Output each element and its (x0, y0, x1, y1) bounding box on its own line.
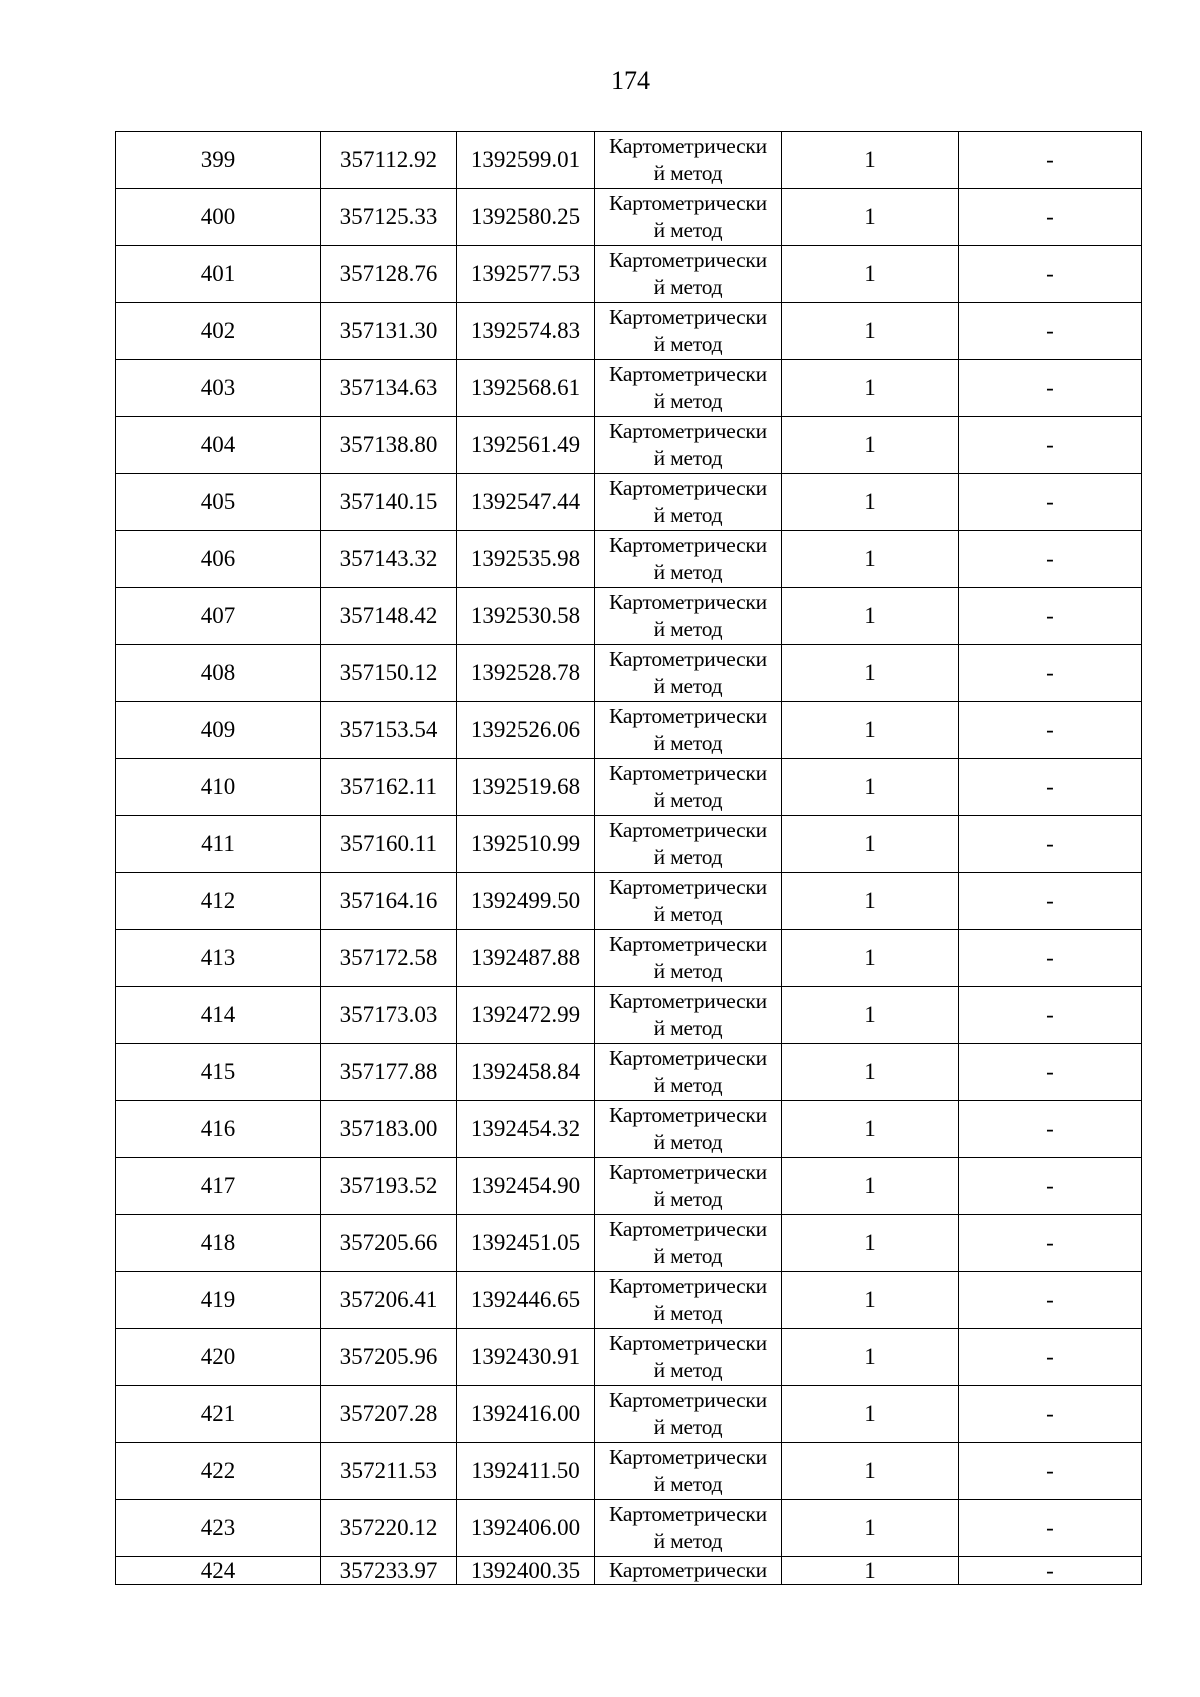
y-coordinate-cell: 1392458.84 (457, 1044, 595, 1101)
point-number-cell: 421 (116, 1386, 321, 1443)
y-coordinate-cell: 1392400.35 (457, 1557, 595, 1585)
x-coordinate-cell: 357172.58 (321, 930, 457, 987)
table-row (116, 1272, 1142, 1329)
point-number-cell: 422 (116, 1443, 321, 1500)
method-cell: Картометрически й метод (595, 189, 782, 246)
note-cell: - (959, 1272, 1142, 1329)
table-row (116, 1101, 1142, 1158)
accuracy-cell: 1 (782, 246, 959, 303)
point-number-cell: 403 (116, 360, 321, 417)
point-number-cell: 411 (116, 816, 321, 873)
y-coordinate-cell: 1392561.49 (457, 417, 595, 474)
accuracy-cell: 1 (782, 1386, 959, 1443)
x-coordinate-cell: 357140.15 (321, 474, 457, 531)
note-cell: - (959, 987, 1142, 1044)
x-coordinate-cell: 357183.00 (321, 1101, 457, 1158)
method-cell: Картометрически й метод (595, 930, 782, 987)
note-cell: - (959, 303, 1142, 360)
y-coordinate-cell: 1392487.88 (457, 930, 595, 987)
point-number-cell: 420 (116, 1329, 321, 1386)
point-number-cell: 417 (116, 1158, 321, 1215)
accuracy-cell: 1 (782, 189, 959, 246)
y-coordinate-cell: 1392472.99 (457, 987, 595, 1044)
x-coordinate-cell: 357164.16 (321, 873, 457, 930)
x-coordinate-cell: 357162.11 (321, 759, 457, 816)
y-coordinate-cell: 1392599.01 (457, 132, 595, 189)
x-coordinate-cell: 357233.97 (321, 1557, 457, 1585)
note-cell: - (959, 873, 1142, 930)
method-cell: Картометрически (595, 1557, 782, 1585)
table-row (116, 1215, 1142, 1272)
point-number-cell: 423 (116, 1500, 321, 1557)
method-cell: Картометрически й метод (595, 645, 782, 702)
point-number-cell: 416 (116, 1101, 321, 1158)
x-coordinate-cell: 357131.30 (321, 303, 457, 360)
table-row (116, 474, 1142, 531)
method-cell: Картометрически й метод (595, 588, 782, 645)
accuracy-cell: 1 (782, 759, 959, 816)
point-number-cell: 401 (116, 246, 321, 303)
table-row (116, 132, 1142, 189)
table-row (116, 702, 1142, 759)
y-coordinate-cell: 1392528.78 (457, 645, 595, 702)
accuracy-cell: 1 (782, 417, 959, 474)
accuracy-cell: 1 (782, 1443, 959, 1500)
table-row (116, 189, 1142, 246)
coordinates-table-body (116, 132, 1142, 1585)
accuracy-cell: 1 (782, 816, 959, 873)
y-coordinate-cell: 1392416.00 (457, 1386, 595, 1443)
y-coordinate-cell: 1392577.53 (457, 246, 595, 303)
note-cell: - (959, 930, 1142, 987)
x-coordinate-cell: 357160.11 (321, 816, 457, 873)
point-number-cell: 404 (116, 417, 321, 474)
note-cell: - (959, 816, 1142, 873)
table-row (116, 1500, 1142, 1557)
table-row (116, 873, 1142, 930)
x-coordinate-cell: 357125.33 (321, 189, 457, 246)
x-coordinate-cell: 357193.52 (321, 1158, 457, 1215)
accuracy-cell: 1 (782, 873, 959, 930)
accuracy-cell: 1 (782, 1500, 959, 1557)
y-coordinate-cell: 1392454.90 (457, 1158, 595, 1215)
y-coordinate-cell: 1392430.91 (457, 1329, 595, 1386)
y-coordinate-cell: 1392406.00 (457, 1500, 595, 1557)
method-cell: Картометрически й метод (595, 759, 782, 816)
note-cell: - (959, 531, 1142, 588)
y-coordinate-cell: 1392526.06 (457, 702, 595, 759)
note-cell: - (959, 588, 1142, 645)
point-number-cell: 413 (116, 930, 321, 987)
table-row (116, 246, 1142, 303)
point-number-cell: 419 (116, 1272, 321, 1329)
note-cell: - (959, 759, 1142, 816)
method-cell: Картометрически й метод (595, 1329, 782, 1386)
coordinates-table (115, 131, 1142, 1585)
method-cell: Картометрически й метод (595, 702, 782, 759)
note-cell: - (959, 702, 1142, 759)
note-cell: - (959, 1044, 1142, 1101)
point-number-cell: 400 (116, 189, 321, 246)
note-cell: - (959, 1158, 1142, 1215)
table-row (116, 1158, 1142, 1215)
y-coordinate-cell: 1392451.05 (457, 1215, 595, 1272)
method-cell: Картометрически й метод (595, 1215, 782, 1272)
note-cell: - (959, 132, 1142, 189)
point-number-cell: 412 (116, 873, 321, 930)
accuracy-cell: 1 (782, 702, 959, 759)
method-cell: Картометрически й метод (595, 303, 782, 360)
method-cell: Картометрически й метод (595, 132, 782, 189)
x-coordinate-cell: 357134.63 (321, 360, 457, 417)
note-cell: - (959, 417, 1142, 474)
accuracy-cell: 1 (782, 987, 959, 1044)
accuracy-cell: 1 (782, 1329, 959, 1386)
x-coordinate-cell: 357177.88 (321, 1044, 457, 1101)
point-number-cell: 407 (116, 588, 321, 645)
note-cell: - (959, 1386, 1142, 1443)
x-coordinate-cell: 357128.76 (321, 246, 457, 303)
table-row (116, 1329, 1142, 1386)
accuracy-cell: 1 (782, 360, 959, 417)
table-row (116, 1044, 1142, 1101)
note-cell: - (959, 360, 1142, 417)
method-cell: Картометрически й метод (595, 417, 782, 474)
method-cell: Картометрически й метод (595, 1101, 782, 1158)
method-cell: Картометрически й метод (595, 816, 782, 873)
method-cell: Картометрически й метод (595, 873, 782, 930)
accuracy-cell: 1 (782, 303, 959, 360)
point-number-cell: 418 (116, 1215, 321, 1272)
table-row (116, 930, 1142, 987)
method-cell: Картометрически й метод (595, 1386, 782, 1443)
point-number-cell: 410 (116, 759, 321, 816)
accuracy-cell: 1 (782, 132, 959, 189)
y-coordinate-cell: 1392574.83 (457, 303, 595, 360)
y-coordinate-cell: 1392510.99 (457, 816, 595, 873)
accuracy-cell: 1 (782, 531, 959, 588)
point-number-cell: 424 (116, 1557, 321, 1585)
method-cell: Картометрически й метод (595, 1044, 782, 1101)
x-coordinate-cell: 357143.32 (321, 531, 457, 588)
y-coordinate-cell: 1392411.50 (457, 1443, 595, 1500)
y-coordinate-cell: 1392519.68 (457, 759, 595, 816)
table-row (116, 645, 1142, 702)
point-number-cell: 408 (116, 645, 321, 702)
note-cell: - (959, 1443, 1142, 1500)
table-row (116, 1557, 1142, 1585)
page-number: 174 (611, 66, 650, 95)
method-cell: Картометрически й метод (595, 531, 782, 588)
method-cell: Картометрически й метод (595, 360, 782, 417)
table-row (116, 588, 1142, 645)
x-coordinate-cell: 357112.92 (321, 132, 457, 189)
table-row (116, 816, 1142, 873)
accuracy-cell: 1 (782, 1272, 959, 1329)
y-coordinate-cell: 1392454.32 (457, 1101, 595, 1158)
accuracy-cell: 1 (782, 474, 959, 531)
table-row (116, 417, 1142, 474)
note-cell: - (959, 189, 1142, 246)
point-number-cell: 414 (116, 987, 321, 1044)
accuracy-cell: 1 (782, 1215, 959, 1272)
table-row (116, 1443, 1142, 1500)
y-coordinate-cell: 1392547.44 (457, 474, 595, 531)
y-coordinate-cell: 1392499.50 (457, 873, 595, 930)
note-cell: - (959, 1215, 1142, 1272)
point-number-cell: 406 (116, 531, 321, 588)
method-cell: Картометрически й метод (595, 1158, 782, 1215)
method-cell: Картометрически й метод (595, 1500, 782, 1557)
method-cell: Картометрически й метод (595, 1443, 782, 1500)
x-coordinate-cell: 357153.54 (321, 702, 457, 759)
x-coordinate-cell: 357148.42 (321, 588, 457, 645)
x-coordinate-cell: 357206.41 (321, 1272, 457, 1329)
method-cell: Картометрически й метод (595, 474, 782, 531)
accuracy-cell: 1 (782, 1101, 959, 1158)
table-row (116, 303, 1142, 360)
point-number-cell: 405 (116, 474, 321, 531)
accuracy-cell: 1 (782, 1557, 959, 1585)
accuracy-cell: 1 (782, 588, 959, 645)
x-coordinate-cell: 357173.03 (321, 987, 457, 1044)
x-coordinate-cell: 357150.12 (321, 645, 457, 702)
x-coordinate-cell: 357207.28 (321, 1386, 457, 1443)
y-coordinate-cell: 1392446.65 (457, 1272, 595, 1329)
accuracy-cell: 1 (782, 1158, 959, 1215)
table-row (116, 759, 1142, 816)
point-number-cell: 415 (116, 1044, 321, 1101)
note-cell: - (959, 645, 1142, 702)
x-coordinate-cell: 357220.12 (321, 1500, 457, 1557)
accuracy-cell: 1 (782, 645, 959, 702)
note-cell: - (959, 474, 1142, 531)
x-coordinate-cell: 357205.66 (321, 1215, 457, 1272)
note-cell: - (959, 1500, 1142, 1557)
x-coordinate-cell: 357211.53 (321, 1443, 457, 1500)
table-row (116, 1386, 1142, 1443)
x-coordinate-cell: 357205.96 (321, 1329, 457, 1386)
point-number-cell: 409 (116, 702, 321, 759)
table-row (116, 987, 1142, 1044)
accuracy-cell: 1 (782, 930, 959, 987)
point-number-cell: 402 (116, 303, 321, 360)
method-cell: Картометрически й метод (595, 987, 782, 1044)
table-row (116, 531, 1142, 588)
y-coordinate-cell: 1392568.61 (457, 360, 595, 417)
note-cell: - (959, 1329, 1142, 1386)
note-cell: - (959, 1101, 1142, 1158)
x-coordinate-cell: 357138.80 (321, 417, 457, 474)
table-row (116, 360, 1142, 417)
point-number-cell: 399 (116, 132, 321, 189)
note-cell: - (959, 246, 1142, 303)
y-coordinate-cell: 1392535.98 (457, 531, 595, 588)
accuracy-cell: 1 (782, 1044, 959, 1101)
method-cell: Картометрически й метод (595, 1272, 782, 1329)
note-cell: - (959, 1557, 1142, 1585)
method-cell: Картометрически й метод (595, 246, 782, 303)
y-coordinate-cell: 1392530.58 (457, 588, 595, 645)
y-coordinate-cell: 1392580.25 (457, 189, 595, 246)
